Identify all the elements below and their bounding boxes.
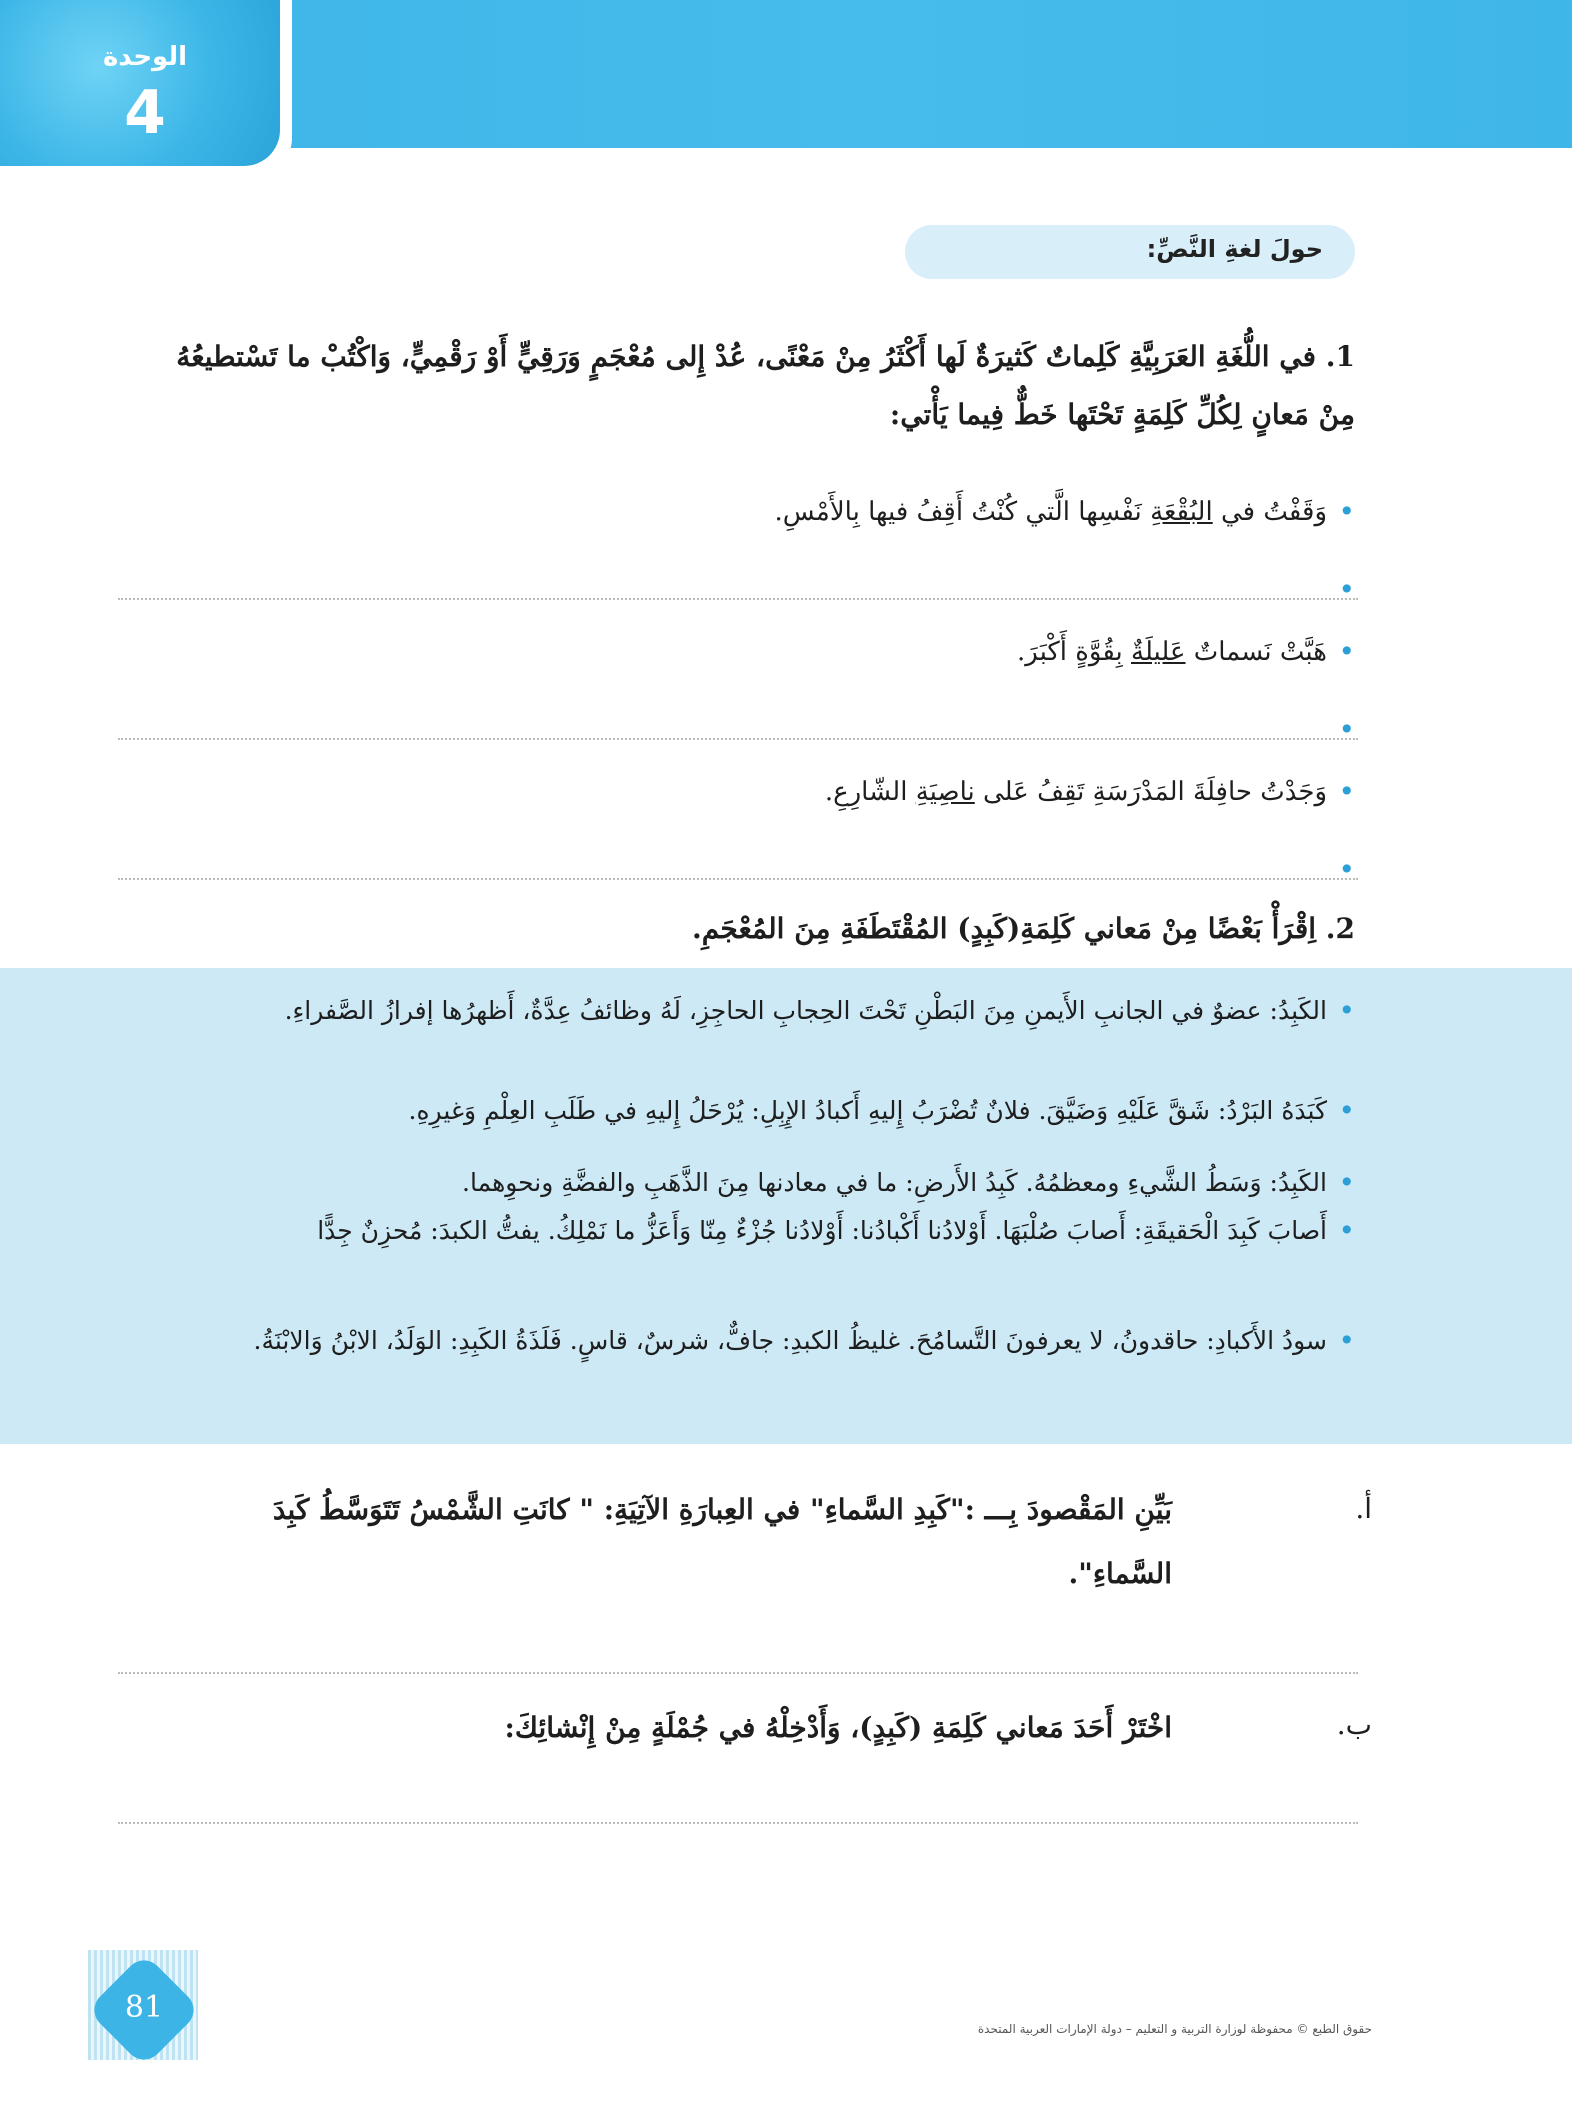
sub-question-b-letter: ب. (1336, 1708, 1372, 1741)
q1-answer-1[interactable] (255, 568, 1355, 612)
bullet-icon: • (1338, 1324, 1355, 1357)
q1-answer-2[interactable] (255, 708, 1355, 752)
unit-label: الوحدة (102, 42, 188, 72)
q1-item-2-text: هَبَّتْ نَسماتٌ عَليلَةٌ بِقُوَّةٍ أَكْبَرَ. (1016, 637, 1327, 667)
question-2-number: 2. (1325, 912, 1355, 945)
question-2-prompt: اِقْرَأْ بَعْضًا مِنْ مَعاني كَلِمَةِ(كَبِدٍ) المُقْتَطَفَةِ مِنَ المُعْجَمِ. (691, 912, 1317, 945)
bullet-icon: • (1338, 635, 1355, 668)
answer-line[interactable] (118, 598, 1358, 600)
unit-tab (0, 0, 292, 178)
underlined-word: ناصِيَةِ (915, 777, 975, 807)
underlined-word: البُقْعَةِ (1150, 497, 1213, 527)
q1-item-1 (255, 490, 1355, 534)
unit-badge (0, 0, 280, 166)
page-number: 81 (124, 1990, 164, 2025)
section-title-pill (905, 225, 1355, 279)
bullet-icon: • (1338, 994, 1355, 1027)
underlined-word: عَليلَةٌ (1131, 637, 1186, 667)
bullet-icon: • (1338, 775, 1355, 808)
answer-line[interactable] (118, 1672, 1358, 1674)
bullet-icon: • (1338, 713, 1355, 746)
unit-number: 4 (124, 78, 166, 148)
sub-question-b: اخْتَرْ أَحَدَ مَعاني كَلِمَةِ (كَبِدٍ)، وَأَدْخِلْهُ في جُمْلَةٍ مِنْ إِنْشائِكَ: (504, 1711, 1172, 1744)
bullet-icon: • (1338, 1094, 1355, 1127)
bullet-icon: • (1338, 1166, 1355, 1199)
bullet-icon: • (1338, 853, 1355, 886)
question-1-number: 1. (1325, 340, 1355, 373)
copyright-notice: حقوق الطبع © محفوظة لوزارة التربية و التعليم – دولة الإمارات العربية المتحدة (977, 2022, 1372, 2036)
definition-item: • سودُ الأَكبادِ: حاقدونُ، لا يعرفونَ التَّسامُحَ. غليظُ الكبدِ: جافٌّ، شرسٌ، قاسٍ. فَلَذَةُ الكَبِدِ: الوَلَدُ، الابْنُ وَالابْنَةُ. (195, 1320, 1355, 1362)
sub-question-a: بَيِّنِ المَقْصودَ بِـــ :"كَبِدِ السَّماءِ" في العِبارَةِ الآتِيَةِ: " كانَتِ الشَّمْسُ تَتَوَسَّطُ كَبِدَ السَّماءِ". (272, 1493, 1172, 1590)
answer-line[interactable] (118, 1822, 1358, 1824)
question-1 (155, 328, 1355, 444)
q1-item-3 (255, 770, 1355, 814)
bullet-icon: • (1338, 1214, 1355, 1247)
q1-answer-3[interactable] (255, 848, 1355, 892)
q1-item-3-text: وَجَدْتُ حافِلَةَ المَدْرَسَةِ تَقِفُ عَلى ناصِيَةِ الشّارِعِ. (824, 777, 1327, 807)
definition-item: • الكَبِدُ: عضوٌ في الجانبِ الأَيمنِ مِنَ البَطْنِ تَحْتَ الحِجابِ الحاجِزِ، لَهُ وظائفُ عِدَّةٌ، أَظهرُها إفرازُ الصَّفراءِ. (195, 990, 1355, 1032)
bullet-icon: • (1338, 573, 1355, 606)
sub-question-a-letter: أ. (1355, 1492, 1372, 1525)
dictionary-box (0, 968, 1572, 1444)
question-1-prompt: في اللُّغَةِ العَرَبِيَّةِ كَلِماتٌ كَثيرَةٌ لَها أَكْثَرُ مِنْ مَعْنًى، عُدْ إِلى مُعْجَمٍ وَرَقِيٍّ أَوْ رَقْمِيٍّ، وَاكْتُبْ ما تَسْتطيعُهُ مِنْ مَعانٍ لِكُلِّ كَلِمَةٍ تَحْتَها خَطٌّ فِيما يَأْتي: (176, 340, 1355, 431)
q1-item-1-text: وَقَفْتُ في البُقْعَةِ نَفْسِها الَّتي كُنْتُ أَقِفُ فيها بِالأَمْسِ. (774, 497, 1327, 527)
question-2 (155, 900, 1355, 958)
definition-item: • أَصابَ كَبِدَ الْحَقيقَةِ: أَصابَ صُلْبَهَا. أَوْلادُنا أَكْبادُنا: أَوْلادُنا جُزْءٌ مِنّا وَأَعَزُّ ما نَمْلِكُ. يفتُّ الكبدَ: مُحزِنٌ جِدًّا (195, 1210, 1355, 1252)
answer-line[interactable] (118, 878, 1358, 880)
definition-item: • كَبَدَهُ البَرْدُ: شَقَّ عَلَيْهِ وَضَيَّقَ. فلانٌ تُضْرَبُ إِليهِ أَكبادُ الإِبِلِ: يُرْحَلُ إِليهِ في طَلَبِ العِلْمِ وَغيرِهِ. (195, 1090, 1355, 1132)
definition-item: • الكَبِدُ: وَسَطُ الشَّيءِ ومعظمُهُ. كَبِدُ الأَرضِ: ما في معادنها مِنَ الذَّهَبِ والفضَّةِ ونحوِهما. (195, 1162, 1355, 1204)
answer-line[interactable] (118, 738, 1358, 740)
section-title: حولَ لغةِ النَّصِّ: (1146, 235, 1323, 263)
q1-item-2 (255, 630, 1355, 674)
bullet-icon: • (1338, 495, 1355, 528)
